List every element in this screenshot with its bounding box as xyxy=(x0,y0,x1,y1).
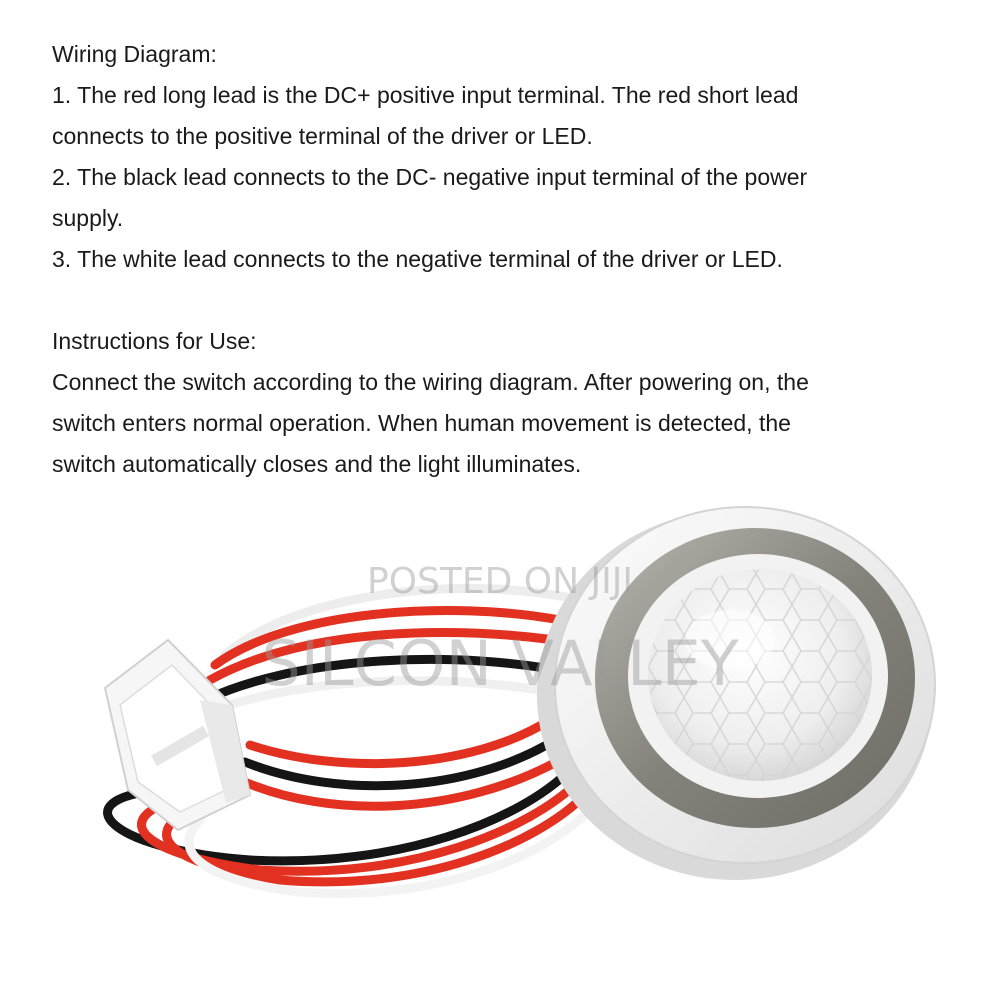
wiring-line: 3. The white lead connects to the negative terminal of the driver or LED. xyxy=(52,246,783,272)
wiring-heading: Wiring Diagram: xyxy=(52,41,217,67)
document-text xyxy=(52,34,952,485)
spacer xyxy=(52,280,952,321)
instructions-heading: Instructions for Use: xyxy=(52,328,257,354)
pir-sensor-illustration xyxy=(0,470,1000,1000)
product-photo xyxy=(0,470,1000,1000)
red-wire xyxy=(250,720,550,764)
watermark-line-2: SILCON VALLEY xyxy=(261,627,739,700)
instructions-line: switch enters normal operation. When human movement is detected, the xyxy=(52,410,791,436)
watermark-line-1: POSTED ON JIJI xyxy=(367,561,633,602)
instructions-line: switch automatically closes and the light illuminates. xyxy=(52,451,582,477)
wiring-line: supply. xyxy=(52,205,124,231)
instructions-line: Connect the switch according to the wiring diagram. After powering on, the xyxy=(52,369,809,395)
wiring-line: 2. The black lead connects to the DC- negative input terminal of the power xyxy=(52,164,808,190)
wiring-line: connects to the positive terminal of the driver or LED. xyxy=(52,123,593,149)
wiring-line: 1. The red long lead is the DC+ positive input terminal. The red short lead xyxy=(52,82,799,108)
